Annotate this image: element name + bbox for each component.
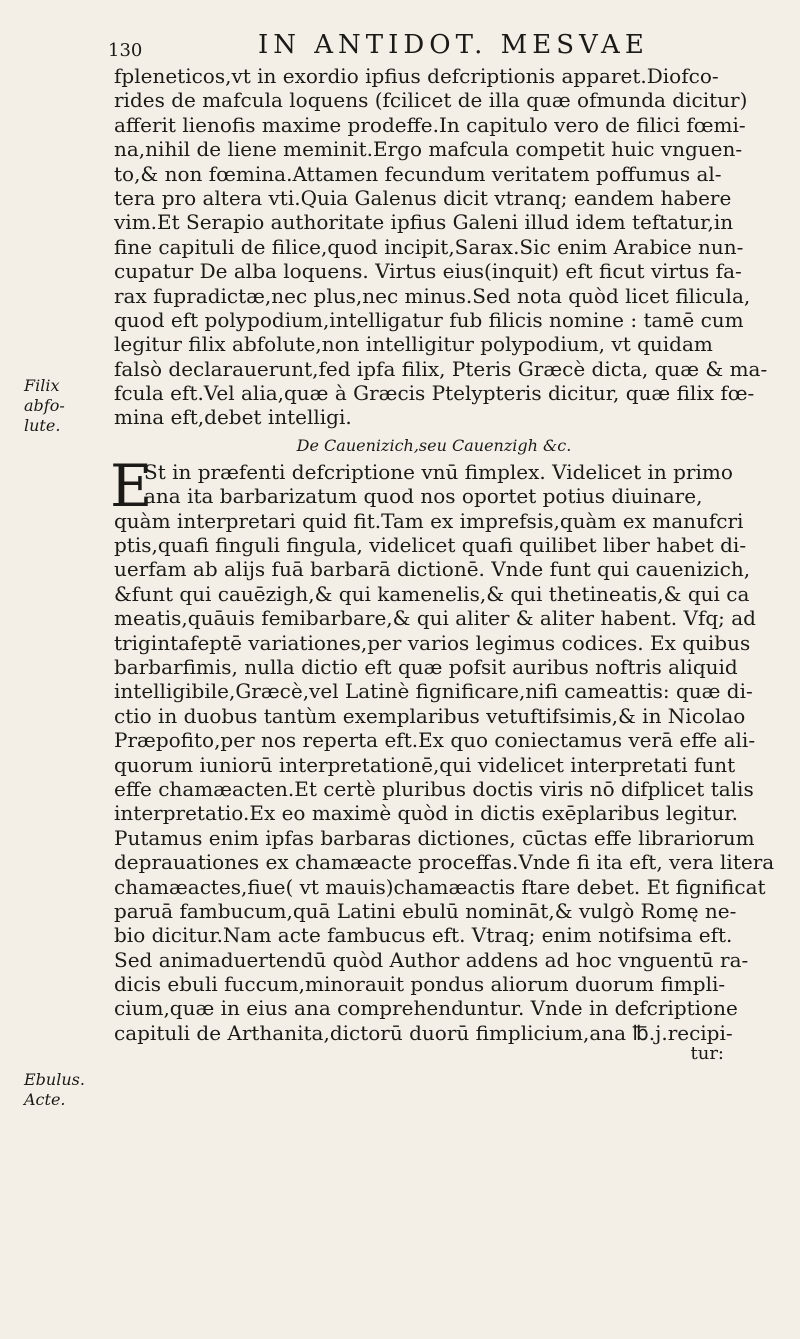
section-heading: De Cauenizich,seu Cauenzigh &c. [296, 435, 572, 455]
margin-note-line: abfo- [24, 396, 65, 415]
text-line: Putamus enim ipfas barbaras dictiones, cūctas effe librariorum [114, 825, 755, 850]
text-line: fcula eft.Vel alia,quæ à Græcis Ptelypteris dicitur, quæ filix fœ- [114, 381, 755, 406]
text-line: afferit lienofis maxime prodeffe.In capitulo vero de filici fœmi- [114, 112, 746, 137]
page-header [108, 30, 748, 64]
text-line: trigintafeptē variationes,per varios legimus codices. Ex quibus [114, 630, 751, 655]
text-line: deprauationes ex chamæacte proceffas.Vnde fi ita eft, vera litera [114, 850, 775, 875]
text-line: quorum iuniorū interpretationē,qui videlicet interpretati funt [114, 752, 736, 777]
paragraph-1 [114, 64, 768, 430]
text-line: effe chamæacten.Et certè pluribus doctis viris nō difplicet talis [114, 776, 754, 801]
text-line: ptis,quafi finguli fingula, videlicet quafi quilibet liber habet di- [114, 533, 747, 558]
text-line: tera pro altera vti.Quia Galenus dicit vtranq; eandem habere [114, 185, 732, 210]
text-line: barbarfimis, nulla dictio eft quæ pofsit auribus noftris aliquid [114, 654, 738, 679]
text-line: fine capituli de filice,quod incipit,Sarax.Sic enim Arabice nun- [114, 234, 744, 259]
text-line: uerfam ab alijs fuā barbarā dictionē. Vnde funt qui cauenizich, [114, 557, 751, 582]
text-line: rides de mafcula loquens (fcilicet de illa quæ ofmunda dicitur) [114, 88, 748, 113]
paragraph-2 [110, 451, 775, 1065]
text-line: bio dicitur.Nam acte fambucus eft. Vtraq; enim notifsima eft. [114, 923, 733, 948]
page-number: 130 [108, 40, 143, 61]
text-line: quàm interpretari quid fit.Tam ex imprefsis,quàm ex manufcri [114, 508, 744, 533]
text-line: ana ita barbarizatum quod nos oportet potius diuinare, [144, 484, 703, 509]
text-line: mina eft,debet intelligi. [114, 405, 352, 430]
margin-note-filix [24, 376, 114, 436]
text-line: dicis ebuli fuccum,minorauit pondus aliorum duorum fimpli- [114, 972, 726, 997]
text-line: Præpofito,per nos reperta eft.Ex quo coniectamus verā effe ali- [114, 728, 756, 753]
main-text-column [110, 64, 775, 1065]
text-line: na,nihil de liene meminit.Ergo mafcula competit huic vnguen- [114, 137, 743, 162]
text-line: intelligibile,Græcè,vel Latinè fignificare,nifi cameattis: quæ di- [114, 679, 753, 704]
margin-note-line: Filix [24, 376, 60, 395]
text-line: St in præfenti defcriptione vnū fimplex. Videlicet in primo [144, 459, 733, 484]
text-line: legitur filix abfolute,non intelligitur polypodium, vt quidam [114, 332, 713, 357]
text-line: capituli de Arthanita,dictorū duorū fimplicium,ana ℔.j.recipi- [114, 1020, 733, 1045]
text-line: fpleneticos,vt in exordio ipfius defcriptionis apparet.Diofco- [114, 64, 719, 88]
text-line: cupatur De alba loquens. Virtus eius(inquit) eft ficut virtus fa- [114, 259, 742, 284]
text-line: chamæactes,fiue( vt mauis)chamæactis ftare debet. Et fignificat [114, 874, 766, 899]
text-line: to,& non fœmina.Attamen fecundum veritatem poffumus al- [114, 161, 722, 186]
drop-cap: E [110, 451, 153, 520]
text-line: &funt qui cauēzigh,& qui kamenelis,& qui thetineatis,& qui ca [114, 581, 750, 606]
text-line: interpretatio.Ex eo maximè quòd in dictis exēplaribus legitur. [114, 801, 738, 826]
text-line: cium,quæ in eius ana comprehenduntur. Vnde in defcriptione [114, 996, 738, 1021]
text-line: paruā fambucum,quā Latini ebulū nomināt,& vulgò Romę ne- [114, 898, 737, 923]
text-line: ctio in duobus tantùm exemplaribus vetuftifsimis,& in Nicolao [114, 703, 746, 728]
text-line: vim.Et Serapio authoritate ipfius Galeni illud idem teftatur,in [114, 210, 734, 235]
margin-note-line: lute. [24, 416, 61, 435]
text-line: Sed animaduertendū quòd Author addens ad hoc vnguentū ra- [114, 947, 749, 972]
running-head: IN ANTIDOT. MESVAE [258, 30, 649, 60]
margin-note-line: Acte. [24, 1090, 66, 1109]
text-line: meatis,quāuis femibarbare,& qui aliter & aliter habent. Vfq; ad [114, 606, 756, 631]
text-line: rax fupradictæ,nec plus,nec minus.Sed nota quòd licet filicula, [114, 283, 751, 308]
text-line: falsò declarauerunt,fed ipfa filix, Pteris Græcè dicta, quæ & ma- [114, 356, 768, 381]
margin-note-ebulus [24, 1070, 114, 1110]
text-line: quod eft polypodium,intelligatur fub filicis nomine : tamē cum [114, 307, 744, 332]
catchword: tur: [690, 1043, 724, 1065]
margin-note-line: Ebulus. [24, 1070, 85, 1089]
